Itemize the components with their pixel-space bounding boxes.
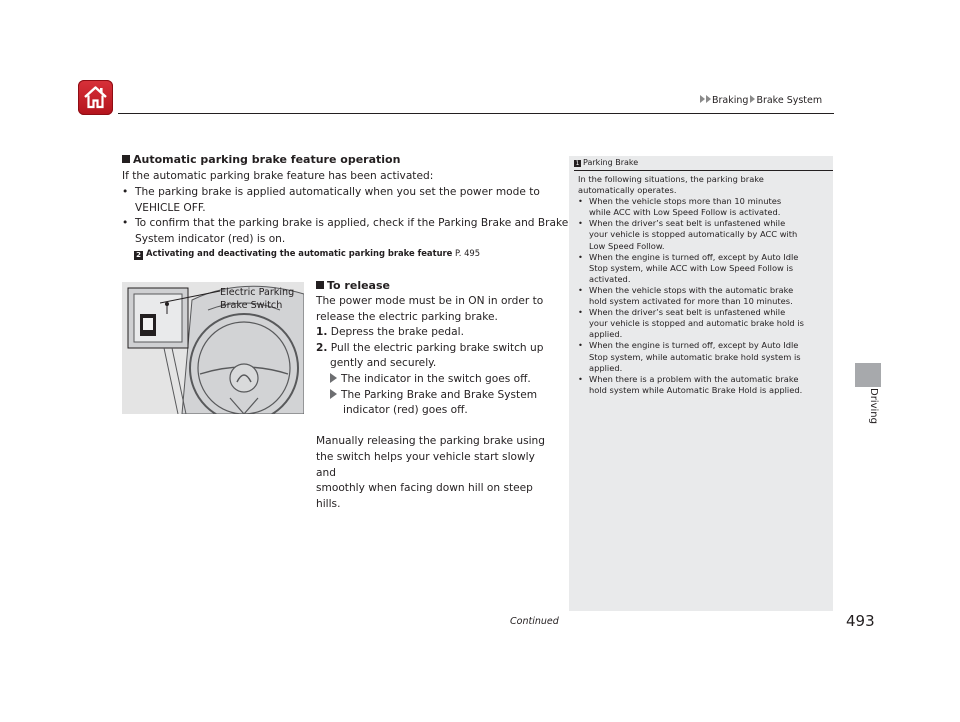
release-instructions: The power mode must be in ON in order to release the electric parking brake. 1. Depress the brake pedal. 2. Pull the electric parking brake switch up gently and securely. The indicator in the switch goes off. The Parking Brake and Brake System indicator (red) goes off. Manually releasing the parking brake using the switch helps your vehicle start slowly and smoothly when facing down hill on steep hills. (316, 294, 556, 512)
continued-label: Continued (510, 616, 559, 627)
note-item: • When the engine is turned off, except by Auto Idle Stop system, while automatic brake hold system is applied. (578, 340, 801, 373)
breadcrumb-item-braking[interactable]: Braking (712, 95, 749, 106)
chapter-tab[interactable] (855, 363, 881, 387)
section-intro: If the automatic parking brake feature has been activated: (122, 170, 434, 182)
illustration-callout: Electric Parking Brake Switch (220, 287, 295, 311)
step-2: 2. Pull the electric parking brake switch up (316, 341, 544, 354)
note-icon: 1 (575, 160, 580, 167)
side-note-body: In the following situations, the parking brake automatically operates. • When the vehicle stops more than 10 minutes while ACC with Low Speed Follow is activated. • When the driver’s seat belt is unfastened while your vehicle is stopped automatically by ACC with Low Speed Follow. • When the engine is turned off, except by Auto Idle Stop system, while ACC with Low Speed Follow is activated. • When the vehicle stops with the automatic brake hold system activated for more than 10 minutes. • When the driver’s seat belt is unfastened while your vehicle is stopped and automatic brake hold is applied. • When the engine is turned off, except by Auto Idle Stop system, while automatic brake hold system is applied. • When there is a problem with the automatic brake hold system while Automatic Brake Hold is applied. (578, 174, 830, 396)
result-1: The indicator in the switch goes off. (316, 372, 556, 388)
note-item: • When there is a problem with the automatic brake hold system while Automatic Brake Hold is applied. (578, 373, 803, 395)
header-divider (118, 113, 834, 114)
step-1: 1. Depress the brake pedal. (316, 326, 464, 339)
note-item: • When the engine is turned off, except by Auto Idle Stop system, while ACC with Low Speed Follow is activated. (578, 251, 799, 284)
breadcrumb-item-brake-system[interactable]: Brake System (756, 95, 823, 106)
cross-reference-link[interactable]: 2 Activating and deactivating the automatic parking brake feature P. 495 (134, 248, 480, 260)
callout-leader-line (160, 288, 222, 308)
note-item: • When the driver’s seat belt is unfastened while your vehicle is stopped and automatic brake hold is applied. (578, 307, 804, 340)
side-note-divider (574, 170, 833, 171)
section-heading: Automatic parking brake feature operation (122, 153, 400, 166)
chapter-tab-label: Driving (868, 388, 879, 424)
home-button[interactable] (78, 80, 113, 115)
reference-icon: 2 (134, 251, 143, 260)
release-heading: To release (316, 279, 390, 292)
breadcrumb (700, 95, 822, 106)
result-arrow-icon (330, 373, 337, 383)
home-icon (82, 84, 109, 111)
note-item: • When the vehicle stops more than 10 minutes while ACC with Low Speed Follow is activated. (578, 196, 782, 218)
result-arrow-icon (330, 389, 337, 399)
side-note-title: 1 Parking Brake (575, 158, 639, 167)
page-number: 493 (846, 612, 875, 630)
result-2: The Parking Brake and Brake System (316, 388, 556, 404)
note-item: • When the vehicle stops with the automatic brake hold system activated for more than 10 minutes. (578, 284, 794, 307)
note-item: • When the driver’s seat belt is unfastened while your vehicle is stopped automatically by ACC with Low Speed Follow. (578, 218, 798, 251)
